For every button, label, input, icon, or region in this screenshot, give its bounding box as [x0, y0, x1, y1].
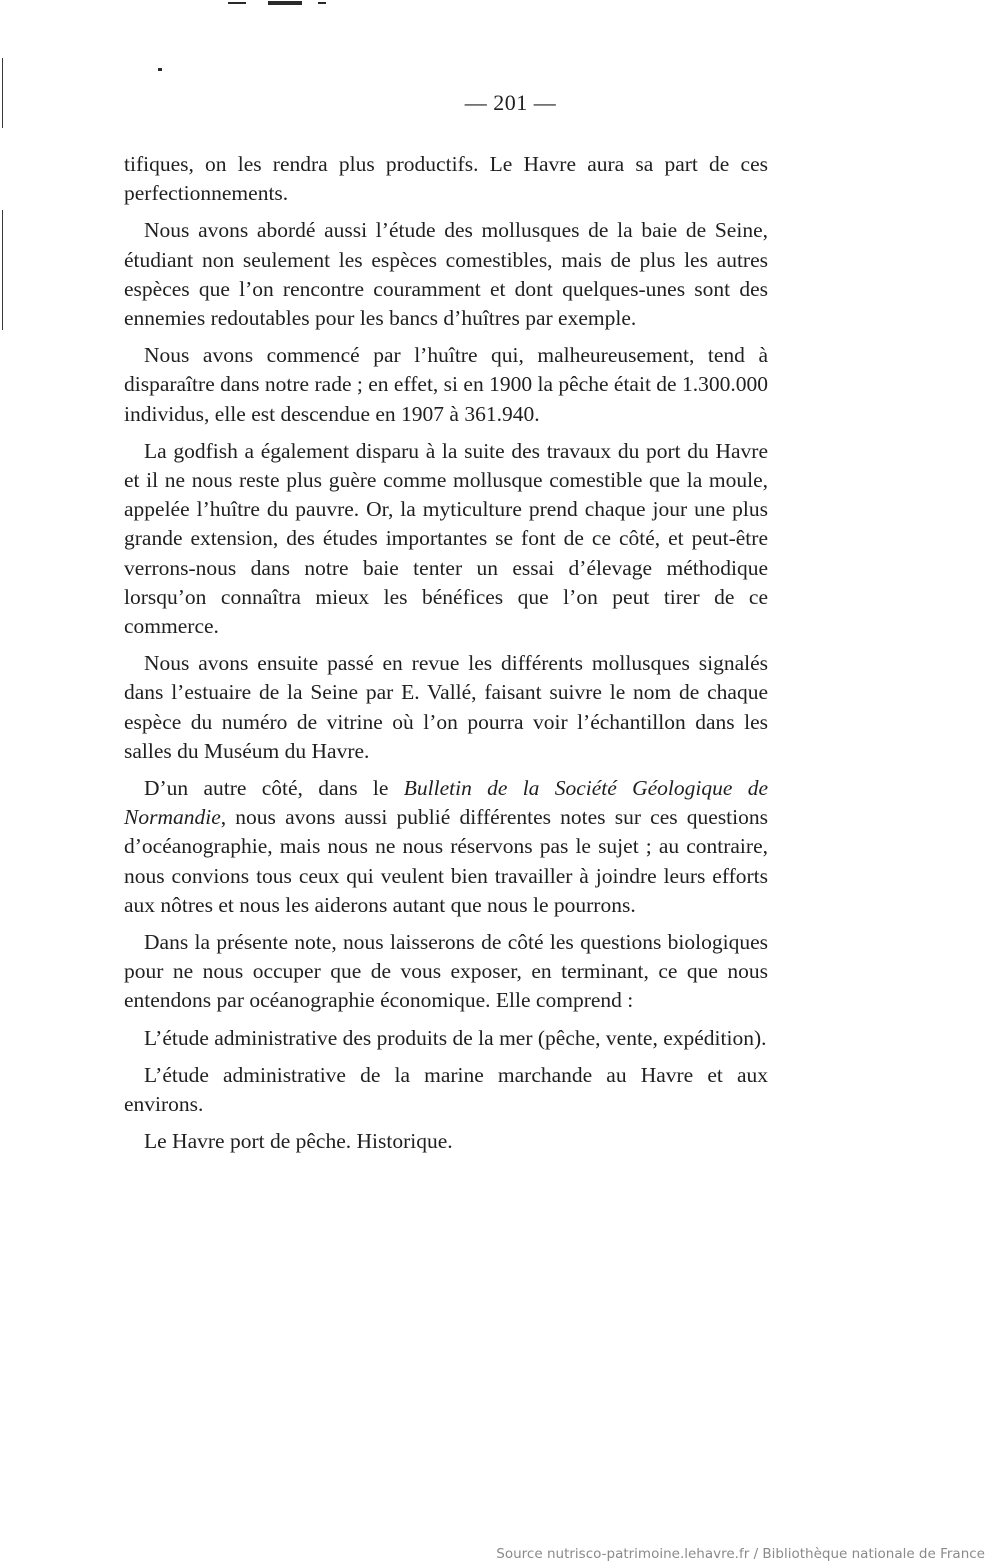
scan-artifact [318, 2, 326, 4]
paragraph: La godfish a également disparu à la suite des travaux du port du Havre et il ne nous reste plus guère comme mollusque comestible que la moule, appelée l’huître du pauvre. Or, la myticulture prend chaque jour une plus grande extension, des études importantes se font de ce côté, et peut-être verrons-nous dans notre baie tenter un essai d’élevage méthodique lorsqu’on connaîtra mieux les bénéfices que l’on peut tirer de ce commerce. [124, 438, 768, 639]
paragraph: L’étude administrative de la marine marchande au Havre et aux environs. [124, 1062, 768, 1117]
paragraph: Nous avons commencé par l’huître qui, malheureusement, tend à disparaître dans notre rade ; en effet, si en 1900 la pêche était de 1.300.000 individus, elle est descendue en 1907 à 361.940. [124, 343, 768, 426]
paragraph: Nous avons abordé aussi l’étude des mollusques de la baie de Seine, étudiant non seulement les espèces comestibles, mais de plus les autres espèces que l’on rencontre couramment et dont quelques-unes sont des ennemies redoutables pour les bancs d’huîtres par exemple. [124, 218, 768, 331]
publication-title: Bulletin de la Société Géologique de Normandie [124, 776, 768, 830]
binding-edge-line [2, 210, 3, 330]
paragraph: tifiques, on les rendra plus productifs. Le Havre aura sa part de ces perfectionnements. [124, 152, 768, 206]
source-credit: Source nutrisco-patrimoine.lehavre.fr / Bibliothèque nationale de France [496, 1546, 985, 1562]
paragraph-text: D’un autre côté, dans le [144, 776, 404, 801]
paragraph: Dans la présente note, nous laisserons de côté les questions biologiques pour ne nous occuper que de vous exposer, en terminant, ce que nous entendons par océanographie économique. Elle comprend : [124, 930, 768, 1013]
paragraph-text: , nous avons aussi publié différentes notes sur ces questions d’océanographie, mais nous ne nous réservons pas le sujet ; au contraire, nous convions tous ceux qui veulent bien travailler à joindre leurs efforts aux nôtres et nous les aiderons autant que nous le pourrons. [124, 805, 768, 917]
body-text [124, 150, 768, 1165]
paragraph: L’étude administrative des produits de la mer (pêche, vente, expédition). [144, 1025, 767, 1050]
paragraph: Nous avons ensuite passé en revue les différents mollusques signalés dans l’estuaire de la Seine par E. Vallé, faisant suivre le nom de chaque espèce du numéro de vitrine où l’on pourra voir l’échantillon dans les salles du Muséum du Havre. [124, 651, 768, 763]
paragraph: Le Havre port de pêche. Historique. [144, 1129, 453, 1154]
page-number: — 201 — [464, 90, 557, 115]
paragraph-bulletin [124, 774, 768, 920]
scan-artifact [268, 1, 302, 5]
scan-artifact [228, 2, 246, 4]
scan-artifact [158, 68, 162, 71]
